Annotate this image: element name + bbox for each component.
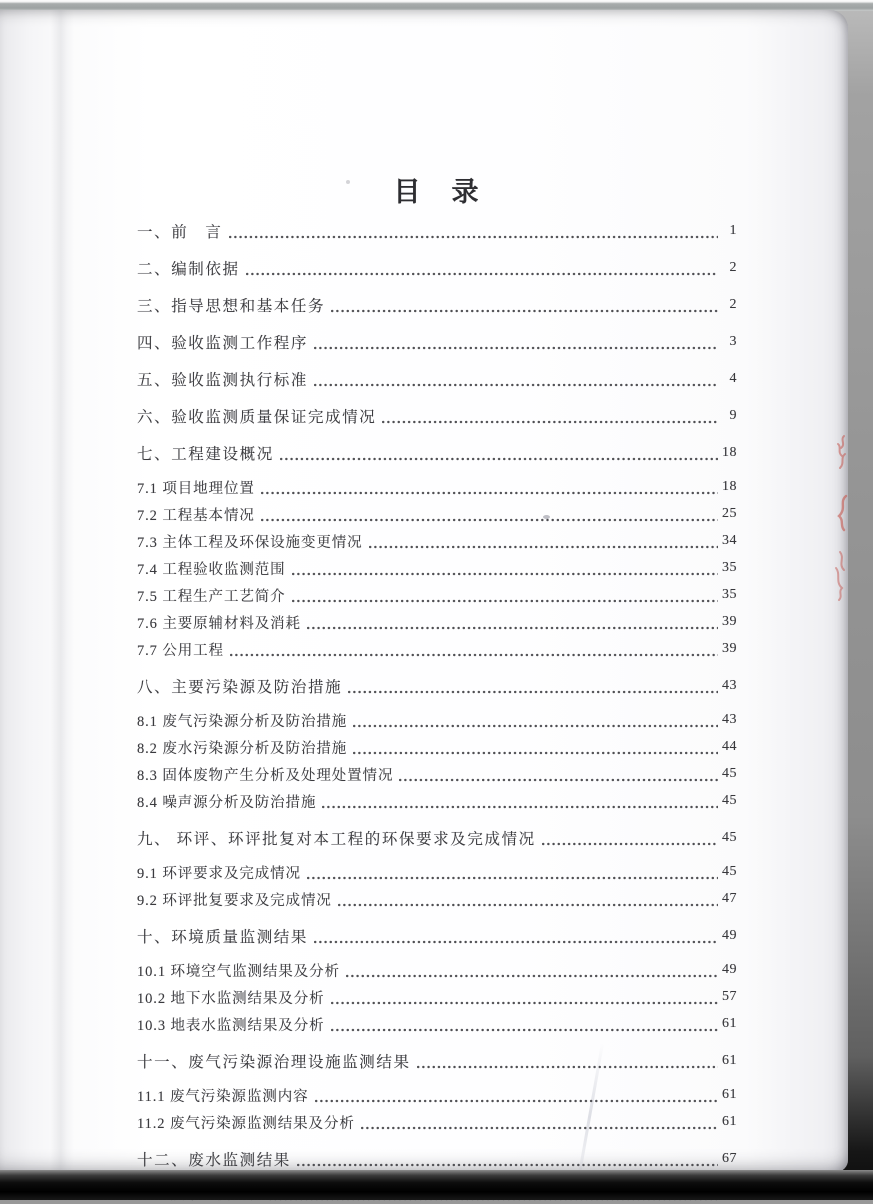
toc-entry-label: 7.2 工程基本情况 — [137, 508, 255, 524]
toc-entry-label: 十、环境质量监测结果 — [137, 929, 309, 946]
toc-entry — [137, 1112, 737, 1133]
toc-entry — [137, 368, 737, 390]
toc-entry — [137, 257, 737, 279]
dot-leader — [322, 805, 718, 809]
toc-entry-label: 五、验收监测执行标准 — [137, 372, 309, 389]
toc-entry-label: 三、指导思想和基本任务 — [137, 298, 326, 315]
toc-entry-page: 4 — [729, 371, 737, 386]
document-page — [0, 10, 848, 1172]
toc-entry-page: 61 — [722, 1087, 737, 1102]
dot-leader — [230, 653, 718, 657]
dot-leader — [353, 724, 718, 728]
toc-entry — [137, 1148, 737, 1170]
toc-entry — [137, 710, 737, 731]
dot-leader — [314, 940, 718, 944]
toc-entry-page: 44 — [722, 739, 737, 754]
dot-leader — [382, 420, 718, 424]
toc-entry — [137, 827, 737, 849]
toc-entry-label: 9.1 环评要求及完成情况 — [137, 866, 301, 882]
toc-entry-page: 25 — [722, 506, 737, 521]
dot-leader — [361, 1126, 718, 1130]
toc-entry — [137, 220, 737, 242]
toc-entry-page: 61 — [722, 1114, 737, 1129]
toc-entry-page: 3 — [729, 334, 737, 349]
dot-leader — [246, 272, 718, 276]
toc-entry-label: 11.1 废气污染源监测内容 — [137, 1089, 309, 1105]
toc-entry-page: 1 — [729, 223, 737, 238]
dot-leader — [346, 974, 718, 978]
dot-leader — [542, 842, 718, 846]
toc-entry-page: 45 — [722, 766, 737, 781]
toc-entry-page: 49 — [722, 962, 737, 977]
toc-entry-label: 十一、废气污染源治理设施监测结果 — [137, 1054, 411, 1071]
toc-entry-label: 10.1 环境空气监测结果及分析 — [137, 964, 340, 980]
dot-leader — [297, 1163, 718, 1167]
dot-leader — [280, 457, 718, 461]
dot-leader — [399, 778, 718, 782]
toc-entry-label: 10.2 地下水监测结果及分析 — [137, 991, 325, 1007]
dot-leader — [348, 690, 718, 694]
dot-leader — [229, 235, 718, 239]
toc-entry-page: 61 — [722, 1053, 737, 1068]
toc-entry-label: 9.2 环评批复要求及完成情况 — [137, 893, 332, 909]
toc-entry-page: 9 — [729, 408, 737, 423]
toc-entry-label: 7.7 公用工程 — [137, 643, 224, 659]
toc-entry-page: 34 — [722, 533, 737, 548]
toc-entry — [137, 987, 737, 1008]
dot-leader — [261, 518, 718, 522]
toc-entry-page: 45 — [722, 830, 737, 845]
red-ink-marginalia — [826, 430, 852, 602]
toc-entry — [137, 531, 737, 552]
toc-entry — [137, 442, 737, 464]
toc-entry-page: 18 — [722, 479, 737, 494]
toc-entry — [137, 925, 737, 947]
toc-entry — [137, 1085, 737, 1106]
toc-entry — [137, 477, 737, 498]
toc-entry — [137, 331, 737, 353]
toc-entry-label: 九、 环评、环评批复对本工程的环保要求及完成情况 — [137, 831, 536, 848]
dot-leader — [369, 545, 718, 549]
toc-entry-label: 8.3 固体废物产生分析及处理处置情况 — [137, 768, 394, 784]
toc-entry — [137, 504, 737, 525]
toc-entry-label: 7.4 工程验收监测范围 — [137, 562, 286, 578]
toc-entry — [137, 1050, 737, 1072]
toc-entry-page: 39 — [722, 641, 737, 656]
scanner-backdrop-bottom — [0, 1170, 873, 1200]
toc-entry — [137, 1014, 737, 1035]
dot-leader — [314, 346, 718, 350]
toc-entry — [137, 737, 737, 758]
toc-list — [137, 220, 737, 1204]
toc-entry-label: 7.5 工程生产工艺简介 — [137, 589, 286, 605]
toc-entry-label: 11.2 废气污染源监测结果及分析 — [137, 1116, 355, 1132]
toc-entry-page: 43 — [722, 678, 737, 693]
toc-entry — [137, 960, 737, 981]
toc-entry-page: 49 — [722, 928, 737, 943]
toc-entry-page: 35 — [722, 587, 737, 602]
toc-entry — [137, 612, 737, 633]
toc-entry-page: 18 — [722, 445, 737, 460]
dot-leader — [292, 572, 718, 576]
dot-leader — [331, 1028, 719, 1032]
toc-entry-label: 10.3 地表水监测结果及分析 — [137, 1018, 325, 1034]
page-title: 目 录 — [393, 177, 481, 207]
dot-leader — [307, 876, 718, 880]
toc-entry-label: 四、验收监测工作程序 — [137, 335, 309, 352]
toc-entry-label: 8.1 废气污染源分析及防治措施 — [137, 714, 348, 730]
toc-entry-page: 43 — [722, 712, 737, 727]
toc-entry — [137, 585, 737, 606]
toc-entry-label: 八、主要污染源及防治措施 — [137, 679, 343, 696]
toc-entry-page: 67 — [722, 1151, 737, 1166]
toc-entry-label: 8.4 噪声源分析及防治措施 — [137, 795, 317, 811]
toc-entry-page: 2 — [729, 260, 737, 275]
toc-entry-page: 45 — [722, 793, 737, 808]
toc-entry — [137, 294, 737, 316]
toc-entry — [137, 862, 737, 883]
dot-leader — [338, 903, 718, 907]
toc-entry-page: 35 — [722, 560, 737, 575]
dot-leader — [261, 491, 718, 495]
toc-entry — [137, 558, 737, 579]
dot-leader — [417, 1065, 718, 1069]
toc-content — [137, 170, 737, 1204]
dot-leader — [315, 1099, 718, 1103]
toc-entry-label: 7.1 项目地理位置 — [137, 481, 255, 497]
page-fold-shadow — [50, 10, 74, 1172]
toc-entry-page: 61 — [722, 1016, 737, 1031]
dot-leader — [331, 1001, 719, 1005]
toc-entry-label: 8.2 废水污染源分析及防治措施 — [137, 741, 348, 757]
dot-leader — [331, 309, 718, 313]
toc-entry-label: 二、编制依据 — [137, 261, 240, 278]
dot-leader — [314, 383, 718, 387]
dot-leader — [353, 751, 718, 755]
toc-entry-label: 十二、废水监测结果 — [137, 1152, 291, 1169]
toc-entry-label: 七、工程建设概况 — [137, 446, 274, 463]
toc-entry-page: 39 — [722, 614, 737, 629]
toc-entry — [137, 764, 737, 785]
toc-entry — [137, 639, 737, 660]
toc-entry-label: 六、验收监测质量保证完成情况 — [137, 409, 377, 426]
toc-entry — [137, 889, 737, 910]
toc-entry-page: 47 — [722, 891, 737, 906]
toc-entry-page: 57 — [722, 989, 737, 1004]
toc-entry-label: 一、前 言 — [137, 224, 223, 241]
toc-entry-page: 45 — [722, 864, 737, 879]
toc-entry-label: 7.6 主要原辅材料及消耗 — [137, 616, 301, 632]
toc-entry-page: 2 — [729, 297, 737, 312]
dot-leader — [307, 626, 718, 630]
toc-entry-label: 7.3 主体工程及环保设施变更情况 — [137, 535, 363, 551]
toc-entry — [137, 405, 737, 427]
toc-entry — [137, 675, 737, 697]
toc-entry — [137, 791, 737, 812]
dot-leader — [292, 599, 718, 603]
